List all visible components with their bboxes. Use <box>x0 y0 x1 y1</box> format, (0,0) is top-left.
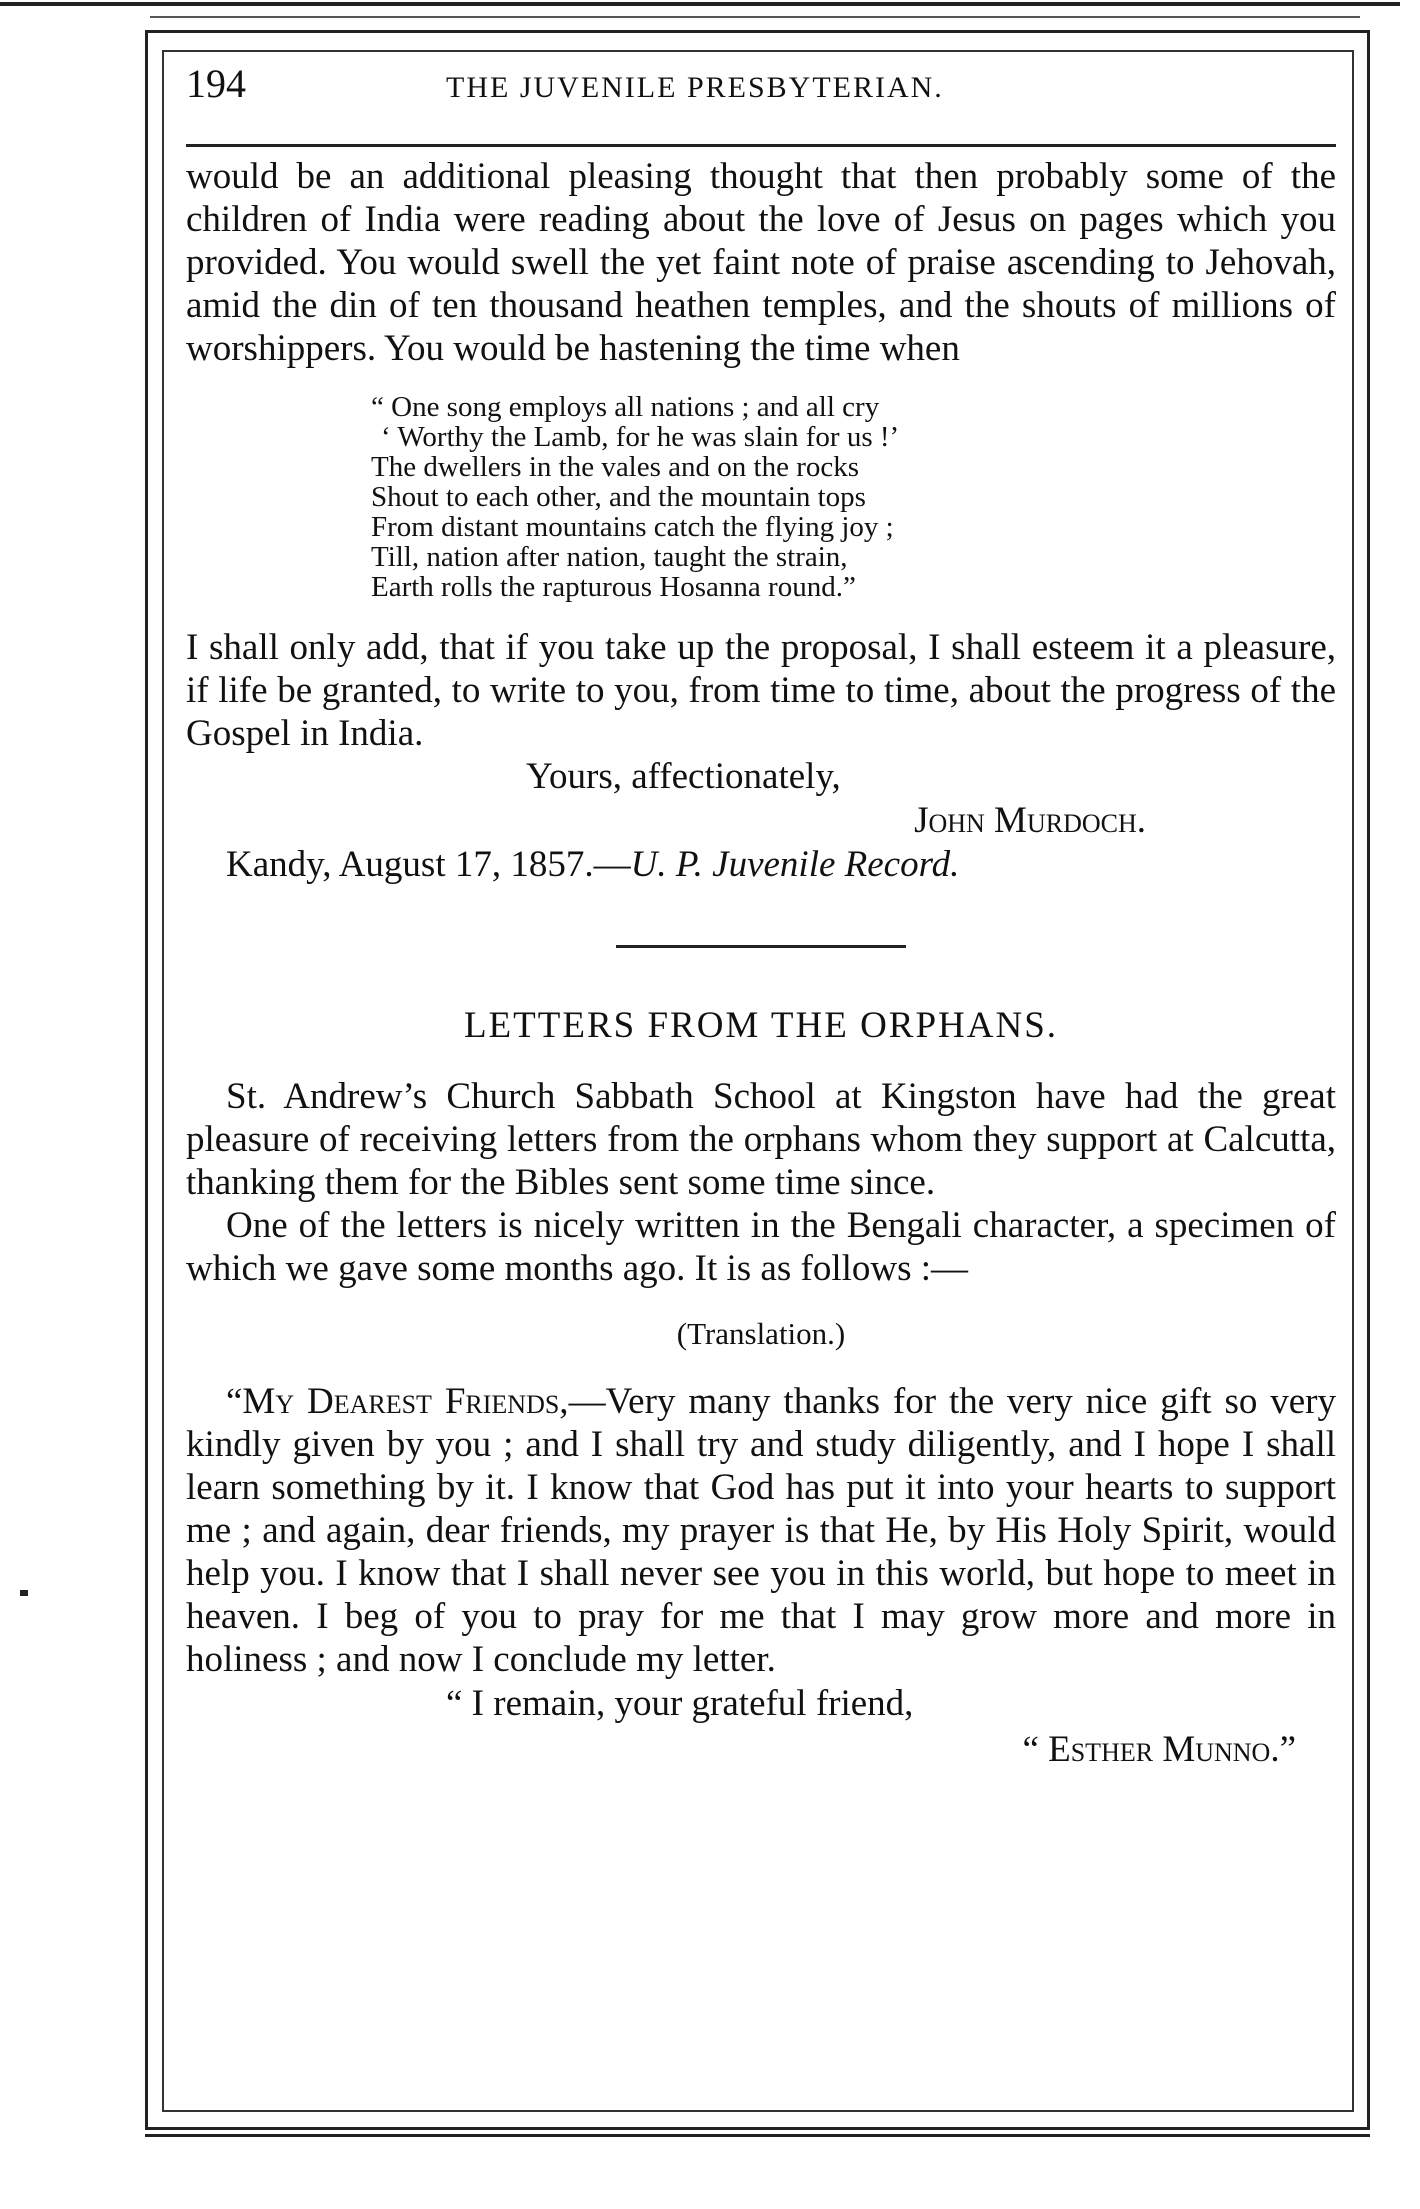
place-date: Kandy, August 17, 1857.— <box>226 844 631 885</box>
signature-murdoch: John Murdoch. <box>914 800 1146 841</box>
page-header <box>186 60 1336 140</box>
letter-text: —Very many thanks for the very nice gift so very kindly given by you ; and I shall try and study diligently, and I hope I shall learn something by it. I know that God has put it into your hearts to support me ; and again, dear friends, my prayer is that He, by His Holy Spirit, would help you. I know that I shall never see you in this world, but hope to meet in heaven. I beg of you to pray for me that I may grow more and more in holiness ; and now I conclude my letter. <box>186 1381 1337 1680</box>
page-number: 194 <box>186 61 246 106</box>
poem-line: Earth rolls the rapturous Hosanna round.” <box>371 571 856 603</box>
signature-munno: “ Esther Munno.” <box>1022 1729 1296 1770</box>
section-title: LETTERS FROM THE ORPHANS. <box>463 1005 1059 1046</box>
page-content <box>186 60 1336 1773</box>
bottom-border-line <box>145 2134 1370 2137</box>
poem-line: Till, nation after nation, taught the strain, <box>371 541 848 573</box>
letter-closing-block <box>186 755 1336 887</box>
letter-closing: “ I remain, your grateful friend, <box>446 1683 914 1724</box>
orphan-letter-body <box>186 1380 1336 1681</box>
paragraph-kingston: St. Andrew’s Church Sabbath School at Kingston have had the great pleasure of receiving letters from the orphans whom they support at Calcutta, thanking them for the Bibles sent some time since. <box>186 1076 1336 1203</box>
top-border-line <box>0 2 1400 16</box>
header-rule <box>186 144 1336 147</box>
place-date-source <box>226 843 1336 887</box>
poem-line: From distant mountains catch the flying joy ; <box>371 511 894 543</box>
running-title: THE JUVENILE PRESBYTERIAN. <box>446 71 944 104</box>
poem-line: Shout to each other, and the mountain tops <box>371 481 866 513</box>
poem-line: “ One song employs all nations ; and all cry <box>371 391 880 423</box>
paragraph-bengali: One of the letters is nicely written in the Bengali character, a specimen of which we gave some months ago. It is as follows :— <box>186 1205 1336 1289</box>
margin-speck <box>20 1590 28 1596</box>
paragraph-proposal: I shall only add, that if you take up the proposal, I shall esteem it a pleasure, if life be granted, to write to you, from time to time, about the progress of the Gospel in India. <box>186 627 1336 754</box>
translation-label: (Translation.) <box>676 1316 846 1351</box>
poem-quote <box>371 392 1336 602</box>
source-citation: U. P. Juvenile Record. <box>630 844 960 885</box>
section-divider <box>616 945 906 948</box>
poem-line: ‘ Worthy the Lamb, for he was slain for us !’ <box>381 421 900 453</box>
poem-line: The dwellers in the vales and on the rocks <box>371 451 860 483</box>
paragraph-continuation: would be an additional pleasing thought that then probably some of the children of India were reading about the love of Jesus on pages which you provided. You would swell the yet faint note of praise ascending to Jehovah, amid the din of ten thousand heathen temples, and the shouts of millions of worshippers. You would be hastening the time when <box>186 156 1336 369</box>
closing-salutation: Yours, affectionately, <box>526 756 841 797</box>
top-border-line-thin <box>150 16 1360 18</box>
letter-salutation: “My Dearest Friends, <box>226 1381 569 1422</box>
